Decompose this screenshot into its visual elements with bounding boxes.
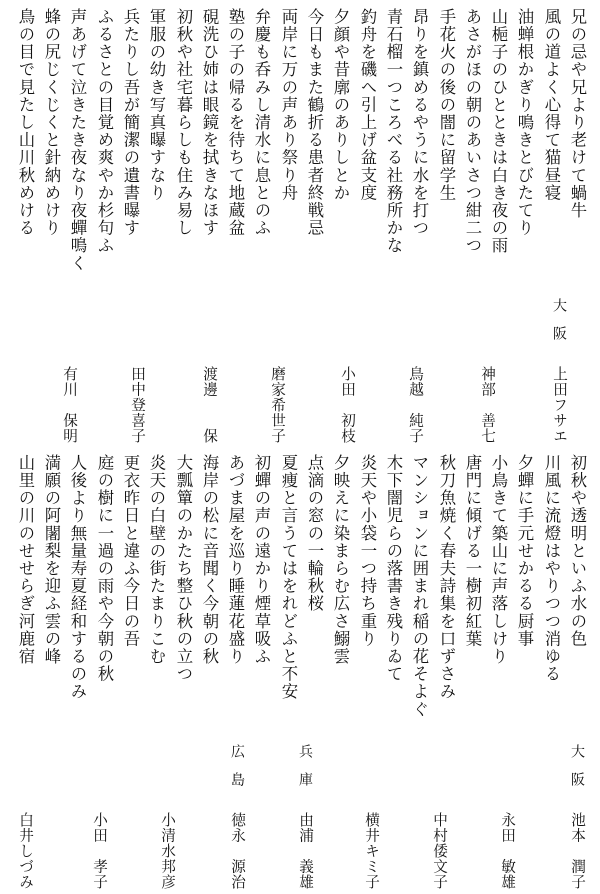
haiku-column [250,454,272,890]
haiku-column [172,8,194,444]
haiku-column [435,8,457,444]
haiku-line: 青石榴一つころべる社務所かな [384,8,403,255]
haiku-line: あづま屋を巡り睡蓮花盛り [226,454,245,666]
haiku-line: 硯洗ひ姉は眼鏡を拭きなほす [200,8,219,237]
haiku-column [382,8,404,444]
haiku-line: 海岸の松に音聞く今朝の秋 [200,454,219,666]
author-name: 小田 初枝 [339,366,356,444]
haiku-line: 夕顔や昔廓のありしとか [331,8,350,202]
author-location: 大 阪 [551,298,567,340]
haiku-line: 唐門に傾げる一樹初紅葉 [463,454,482,648]
haiku-line: 夕蟬に手元せかるる厨事 [515,454,534,648]
author-name: 永田 敏雄 [499,812,516,890]
author-name: 小清水邦彦 [159,812,176,890]
haiku-line: 点滴の窓の一輪秋桜 [305,454,324,613]
haiku-line: 塾の子の帰るを待ちて地蔵盆 [226,8,245,237]
haiku-column [382,454,404,890]
author-name: 小田 孝子 [91,812,108,890]
author-name: 田中登喜子 [129,366,146,444]
haiku-column [461,454,483,890]
haiku-line: 蜂の尻じくじくと針納めけり [42,8,61,237]
author-name: 中村倭文子 [431,812,448,890]
haiku-line: 夏痩と言うてはをれどふと不安 [279,454,298,701]
haiku-column [40,454,62,890]
haiku-line: 風の道よく心得て猫昼寝 [542,8,561,202]
haiku-line: 手花火の後の闇に留学生 [437,8,456,202]
author-column [156,744,178,890]
author-column [548,298,570,444]
haiku-line: 油蝉根かぎり鳴きとびたてり [515,8,534,237]
haiku-line: 軍服の幼き写真曝すなり [147,8,166,202]
author-column [126,298,148,444]
haiku-column [119,454,141,890]
haiku-line: 初秋や社宅暮らしも住み易し [174,8,193,237]
haiku-line: マンションに囲まれ稲の花そよぐ [410,454,429,718]
author-name: 横井キミ子 [363,812,380,890]
bottom-haiku-section [0,454,600,890]
author-column [360,744,382,890]
haiku-line: 釣舟を磯へ引上げ盆支度 [358,8,377,202]
author-name: 由浦 義雄 [297,812,314,890]
haiku-line: 更衣昨日と違ふ今日の吾 [121,454,140,648]
haiku-column [540,454,562,890]
haiku-line: 兵たりし吾が簡潔の遺書曝す [121,8,140,237]
author-column [476,298,498,444]
haiku-column [93,8,115,444]
haiku-line: 人後より無量寿夏経和するのみ [68,454,87,701]
author-column [496,744,518,890]
author-column [404,298,426,444]
author-name: 上田フサエ [551,366,568,444]
haiku-line: 今日もまた鶴折る患者終戦忌 [305,8,324,237]
haiku-line: 小鳥きて築山に声落しけり [489,454,508,666]
haiku-column [145,8,167,444]
author-name: 磨家希世子 [269,366,286,444]
haiku-line: 山梔子のひとときは白き夜の雨 [489,8,508,255]
author-name: 徳永 源治 [229,812,246,890]
haiku-line: 昂りを鎮めるやうに水を打つ [410,8,429,237]
haiku-column [513,8,535,444]
author-column [428,744,450,890]
author-column [198,298,220,444]
haiku-column [66,454,88,890]
haiku-line: 満願の阿闍梨を迎ふ雲の峰 [42,454,61,666]
haiku-column [14,8,36,444]
author-column [88,744,110,890]
haiku-line: あさがほの朝のあいさつ紺二つ [463,8,482,255]
haiku-line: 鳥の目で見たし山川秋めける [16,8,35,237]
author-column [226,744,248,890]
haiku-line: 大瓢簞のかたち整ひ秋の立つ [174,454,193,683]
haiku-line: 木下闇児らの落書き残りゐて [384,454,403,683]
haiku-column [329,454,351,890]
author-name: 神部 善七 [479,366,496,444]
haiku-line: 両岸に万の声あり祭り舟 [279,8,298,202]
author-name: 有川 保明 [61,366,78,444]
haiku-line: 初秋や透明といふ水の色 [568,454,587,648]
author-name: 渡邊 保 [201,366,218,444]
author-location: 大 阪 [569,744,585,786]
top-haiku-section [0,8,600,444]
haiku-line: 秋刀魚焼く春夫詩集を口ずさみ [437,454,456,701]
author-column [294,744,316,890]
author-column [566,744,588,890]
author-column [266,298,288,444]
haiku-line: 炎天や小袋一つ持ち重り [358,454,377,648]
author-location: 広 島 [229,744,245,786]
author-column [14,744,36,890]
haiku-line: 庭の樹に一過の雨や今朝の秋 [95,454,114,683]
haiku-line: 初蟬の声の遠かり煙草吸ふ [252,454,271,666]
haiku-column [408,454,430,890]
haiku-column [356,8,378,444]
haiku-line: 弁慶も呑みし清水に息とのふ [252,8,271,237]
haiku-line: ふるさとの目覚め爽やか杉句ふ [95,8,114,255]
haiku-line: 炎天の白壁の街たまりこむ [147,454,166,666]
haiku-column [303,8,325,444]
haiku-line: 兄の忌や兄より老けて蝸牛 [568,8,587,220]
author-name: 池本 潤子 [569,812,586,890]
author-name: 白井しづみ [17,812,34,890]
author-name: 鳥越 純子 [407,366,424,444]
haiku-line: 山里の川のせせらぎ河鹿宿 [16,454,35,666]
haiku-line: 声あげて泣きたき夜なり夜蟬鳴く [68,8,87,272]
author-location: 兵 庫 [297,744,313,786]
haiku-line: 川風に流燈はやりつつ消ゆる [542,454,561,683]
haiku-column [198,454,220,890]
haiku-line: 夕映えに染まらむ広さ鰯雲 [331,454,350,666]
author-column [58,298,80,444]
haiku-column [224,8,246,444]
author-column [336,298,358,444]
